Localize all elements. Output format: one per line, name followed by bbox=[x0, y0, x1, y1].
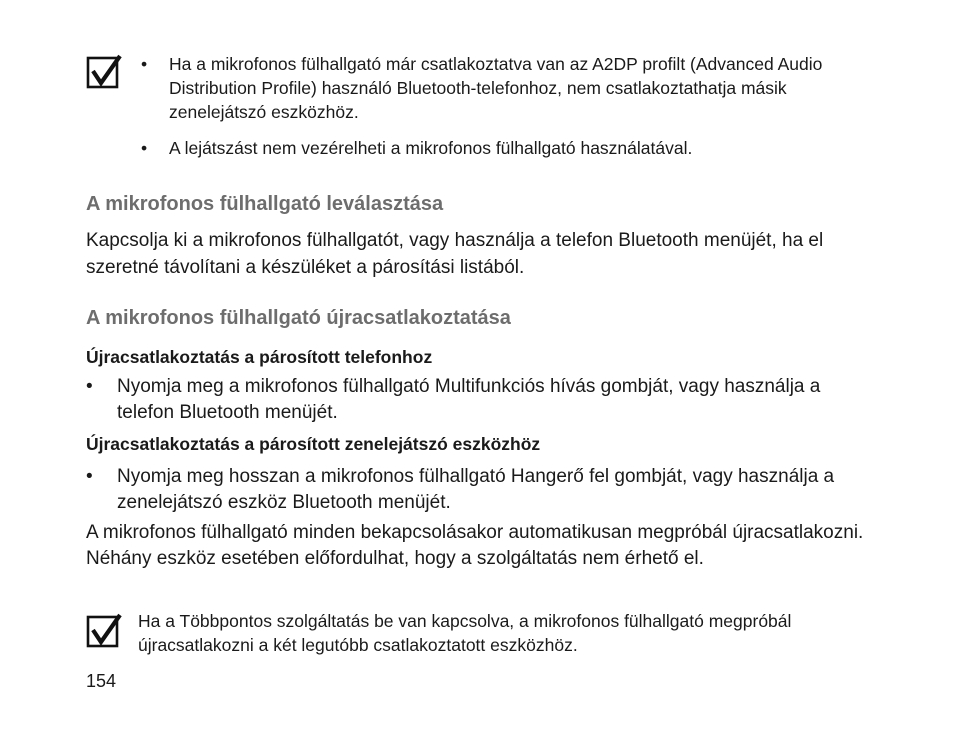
list-item bbox=[141, 52, 849, 124]
page-number: 154 bbox=[86, 671, 117, 691]
checkbox-check-icon bbox=[86, 54, 122, 90]
checkbox-check-icon bbox=[86, 613, 122, 649]
list-item bbox=[86, 374, 837, 426]
bullet-symbol: • bbox=[141, 138, 148, 158]
list-item bbox=[86, 464, 837, 516]
bullet-symbol: • bbox=[141, 54, 148, 74]
disconnect-paragraph: Kapcsolja ki a mikrofonos fülhallgatót, vagy használja a telefon Bluetooth menüjét, ha el szeretné távolítani a készüléket a párosítási listából. bbox=[86, 230, 824, 278]
list-item bbox=[141, 136, 849, 160]
bullet-symbol: • bbox=[86, 466, 93, 487]
section-heading-disconnect: A mikrofonos fülhallgató leválasztása bbox=[86, 193, 444, 215]
reconnect-phone-bullet-text: Nyomja meg a mikrofonos fülhallgató Multifunkciós hívás gombját, vagy használja a telefon Bluetooth menüjét. bbox=[117, 376, 821, 423]
bullet-symbol: • bbox=[86, 376, 93, 397]
reconnect-player-bullet-text: Nyomja meg hosszan a mikrofonos fülhallgató Hangerő fel gombját, vagy használja a zenelejátszó eszköz Bluetooth menüjét. bbox=[117, 466, 835, 513]
note-1-bullet-text: Ha a mikrofonos fülhallgató már csatlakoztatva van az A2DP profilt (Advanced Audio Distribution Profile) használó Bluetooth-telefonhoz, nem csatlakoztathatja másik zenelejátszó eszközhöz. bbox=[169, 54, 823, 122]
note-1-bullet-list bbox=[141, 52, 849, 160]
note-1-bullet-text: A lejátszást nem vezérelheti a mikrofonos fülhallgató használatával. bbox=[169, 138, 693, 158]
subheading-reconnect-phone: Újracsatlakoztatás a párosított telefonhoz bbox=[86, 347, 433, 367]
section-heading-reconnect: A mikrofonos fülhallgató újracsatlakoztatása bbox=[86, 307, 511, 329]
reconnect-paragraph: A mikrofonos fülhallgató minden bekapcsolásakor automatikusan megpróbál újracsatlakozni. Néhány eszköz esetében előfordulhat, hogy a szolgáltatás nem érhető el. bbox=[86, 522, 864, 569]
note-2-text: Ha a Többpontos szolgáltatás be van kapcsolva, a mikrofonos fülhallgató megpróbál újracsatlakozni a két legutóbb csatlakoztatott eszközhöz. bbox=[138, 611, 792, 655]
subheading-reconnect-player: Újracsatlakoztatás a párosított zenelejátszó eszközhöz bbox=[86, 434, 541, 454]
